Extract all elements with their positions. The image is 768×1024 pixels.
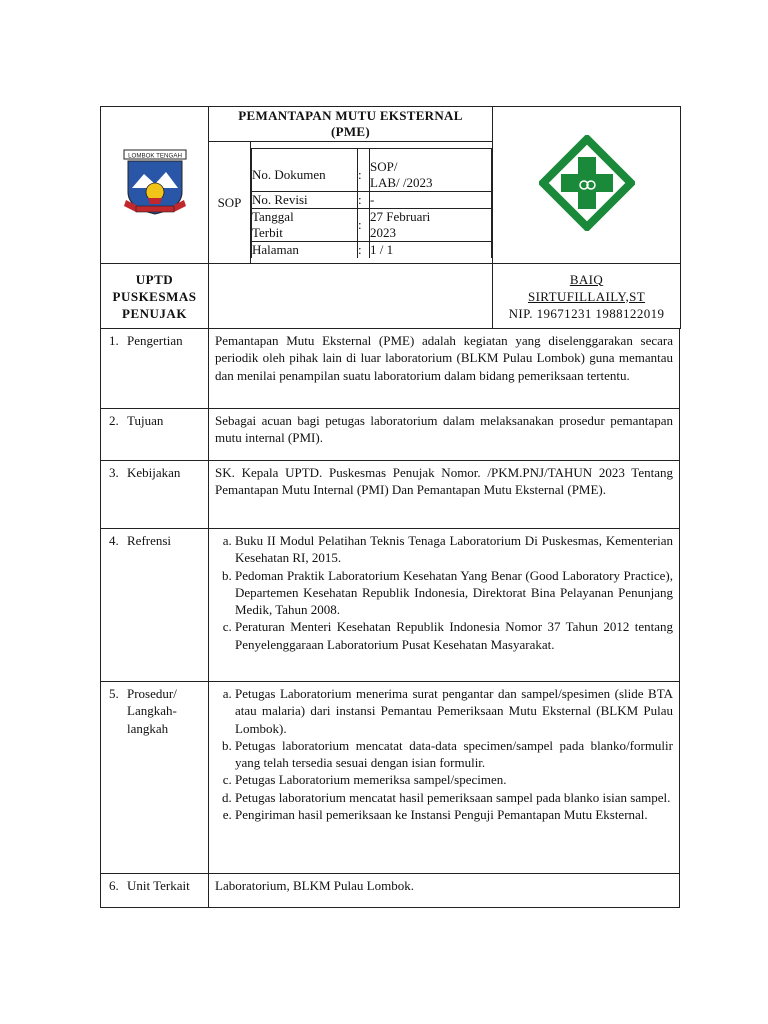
section-text-3: SK. Kepala UPTD. Puskesmas Penujak Nomor. /PKM.PNJ/TAHUN 2023 Tentang Pemantapan Mutu Internal (PMI) Dan Pemantapan Mutu Eksternal (PME).: [209, 461, 680, 529]
page-sep: :: [358, 241, 370, 258]
doc-row-number: [252, 148, 492, 191]
section-title-5-2: Langkah-: [127, 703, 177, 719]
section-label-6: [101, 874, 209, 908]
section-label-2: [101, 409, 209, 461]
section-list-4: [209, 529, 680, 682]
list-item: a. Buku II Modul Pelatihan Teknis Tenaga Laboratorium Di Puskesmas, Kementerian Kesehatan RI, 2015.: [235, 532, 673, 567]
doc-number-value: [370, 148, 492, 191]
section-text-6: Laboratorium, BLKM Pulau Lombok.: [209, 874, 680, 908]
page-label: Halaman: [252, 241, 358, 258]
section-title-4: Refrensi: [127, 533, 172, 548]
section-num-2: 2.: [109, 413, 119, 428]
section-title-1: Pengertian: [127, 333, 183, 348]
lombok-tengah-emblem: [122, 148, 188, 218]
date-label: [252, 208, 358, 241]
section-refrensi: [101, 529, 680, 682]
list-item: e. Pengiriman hasil pemeriksaan ke Instansi Penguji Pemantapan Mutu Eksternal.: [235, 806, 673, 823]
section-title-5-1: Prosedur/: [127, 686, 177, 701]
page-value: 1 / 1: [370, 241, 492, 258]
section-num-4: 4.: [109, 533, 119, 548]
date-label-1: Tanggal: [252, 208, 294, 224]
sop-document: [100, 106, 680, 908]
section-num-6: 6.: [109, 878, 119, 893]
revision-label: No. Revisi: [252, 191, 358, 208]
date-value-1: 27 Februari: [370, 208, 431, 224]
revision-sep: :: [358, 191, 370, 208]
section-title-6: Unit Terkait: [127, 878, 190, 893]
section-text-2: Sebagai acuan bagi petugas laboratorium dalam melaksanakan prosedur pemantapan mutu internal (PMI).: [209, 409, 680, 461]
section-prosedur: [101, 682, 680, 874]
title-line-2: (PME): [330, 124, 371, 139]
revision-value: -: [370, 191, 492, 208]
doc-number-label: No. Dokumen: [252, 148, 358, 191]
sop-label: SOP: [209, 142, 251, 264]
signer-nip: NIP. 19671231 1988122019: [508, 305, 665, 321]
section-num-3: 3.: [109, 465, 119, 480]
section-num-5: 5.: [109, 686, 119, 701]
signer-block: [493, 264, 681, 329]
section-tujuan: [101, 409, 680, 461]
list-item: d. Petugas laboratorium mencatat hasil pemeriksaan sampel pada blanko isian sampel.: [235, 789, 673, 806]
list-item: c. Peraturan Menteri Kesehatan Republik Indonesia Nomor 37 Tahun 2012 tentang Penyelenggaraan Laboratorium Pusat Kesehatan Masyarakat.: [235, 618, 673, 653]
section-num-1: 1.: [109, 333, 119, 348]
empty-middle-cell: [209, 264, 493, 329]
org-line-3: PENUJAK: [122, 305, 187, 321]
doc-number-value-1: SOP/: [370, 158, 398, 174]
section-label-3: [101, 461, 209, 529]
document-info: [251, 142, 493, 264]
signer-name-2: SIRTUFILLAILY,ST: [527, 288, 646, 304]
section-label-5: [101, 682, 209, 874]
section-label-1: [101, 329, 209, 409]
doc-row-date: [252, 208, 492, 241]
logo-right-cell: [493, 107, 681, 264]
doc-number-sep: :: [358, 148, 370, 191]
date-sep: :: [358, 208, 370, 241]
doc-row-page: [252, 241, 492, 258]
section-title-2: Tujuan: [127, 413, 164, 428]
doc-number-value-2: LAB/ /2023: [370, 174, 433, 190]
section-unit-terkait: [101, 874, 680, 908]
list-item: c. Petugas Laboratorium memeriksa sampel/specimen.: [235, 771, 673, 788]
section-text-1: Pemantapan Mutu Eksternal (PME) adalah kegiatan yang diselenggarakan secara periodik oleh pihak lain di luar laboratorium (BLKM Pulau Lombok) guna memantau dan menilai penampilan suatu laboratorium dalam bidang pemeriksaan tertentu.: [209, 329, 680, 409]
date-label-2: Terbit: [252, 224, 283, 240]
date-value: [370, 208, 492, 241]
emblem-text: LOMBOK TENGAH: [127, 151, 182, 159]
title-line-1: PEMANTAPAN MUTU EKSTERNAL: [238, 108, 463, 123]
list-item: b. Petugas laboratorium mencatat data-data specimen/sampel pada blanko/formulir yang telah tersedia sesuai dengan isian formulir.: [235, 737, 673, 772]
sections-table: [100, 328, 680, 908]
logo-left-cell: [101, 107, 209, 264]
section-title-5: [127, 685, 177, 737]
section-kebijakan: [101, 461, 680, 529]
section-title-3: Kebijakan: [127, 465, 181, 480]
list-item: a. Petugas Laboratorium menerima surat pengantar dan sampel/spesimen (slide BTA atau malaria) dari instansi Pemantau Pemeriksaan Mutu Eksternal (BLKM Pulau Lombok).: [235, 685, 673, 737]
date-value-2: 2023: [370, 224, 396, 240]
puskesmas-logo: [539, 135, 635, 231]
section-title-5-3: langkah: [127, 720, 169, 736]
org-line-1: UPTD: [135, 271, 174, 287]
list-item: b. Pedoman Praktik Laboratorium Kesehatan Yang Benar (Good Laboratory Practice), Departemen Kesehatan Republik Indonesia, Direktorat Bina Pelayanan Penunjang Medik, Tahun 2008.: [235, 567, 673, 619]
organization-name: [101, 264, 209, 329]
section-list-5: [209, 682, 680, 874]
document-title: [209, 107, 493, 142]
doc-row-revision: [252, 191, 492, 208]
header-table: [100, 106, 681, 329]
org-line-2: PUSKESMAS: [112, 288, 197, 304]
section-label-4: [101, 529, 209, 682]
section-pengertian: [101, 329, 680, 409]
signer-name-1: BAIQ: [569, 271, 604, 287]
